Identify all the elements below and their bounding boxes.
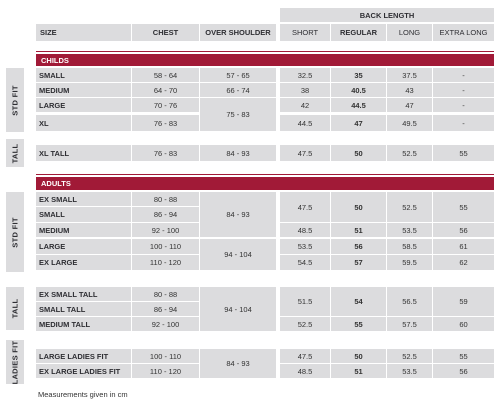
shoulder-cell: 94 - 104	[200, 239, 276, 270]
shoulder-cell: 57 - 65	[200, 68, 276, 82]
regular-cell: 44.5	[331, 98, 386, 112]
long-cell: 52.5	[387, 145, 432, 161]
long-cell: 59.5	[387, 255, 432, 270]
chest-cell: 70 - 76	[132, 98, 199, 112]
chest-header: CHEST	[132, 24, 199, 41]
shoulder-cell: 84 - 93	[200, 145, 276, 161]
chest-cell: 64 - 70	[132, 83, 199, 97]
chest-cell: 92 - 100	[132, 223, 199, 237]
section-band-childs: CHILDS	[36, 54, 494, 66]
chest-cell: 110 - 120	[132, 255, 199, 270]
long-cell: 57.5	[387, 317, 432, 331]
long-cell: 56.5	[387, 287, 432, 316]
extra-long-cell: -	[433, 98, 494, 112]
short-cell: 38	[280, 83, 330, 97]
regular-cell: 51	[331, 223, 386, 237]
regular-cell: 47	[331, 115, 386, 131]
chest-cell: 80 - 88	[132, 287, 199, 301]
short-cell: 47.5	[280, 349, 330, 363]
long-cell: 47	[387, 98, 432, 112]
extra-long-cell: -	[433, 83, 494, 97]
long-header: LONG	[387, 24, 432, 41]
section-divider	[36, 174, 494, 175]
over-shoulder-header: OVER SHOULDER	[200, 24, 276, 41]
chest-cell: 58 - 64	[132, 68, 199, 82]
extra-long-cell: 61	[433, 239, 494, 254]
extra-long-cell: 55	[433, 192, 494, 222]
size-cell: MEDIUM	[36, 223, 131, 237]
extra-long-cell: 60	[433, 317, 494, 331]
regular-header: REGULAR	[331, 24, 386, 41]
chest-cell: 76 - 83	[132, 145, 199, 161]
chest-cell: 100 - 110	[132, 349, 199, 363]
short-cell: 42	[280, 98, 330, 112]
shoulder-cell: 75 - 83	[200, 98, 276, 131]
long-cell: 53.5	[387, 364, 432, 378]
size-cell: SMALL TALL	[36, 302, 131, 316]
group-label-ladies-fit: LADIES FIT	[6, 340, 24, 384]
back-length-header: BACK LENGTH	[280, 8, 494, 22]
short-cell: 54.5	[280, 255, 330, 270]
size-cell: SMALL	[36, 68, 131, 82]
regular-cell: 50	[331, 192, 386, 222]
size-cell: EX SMALL	[36, 192, 131, 206]
section-divider	[36, 51, 494, 52]
short-cell: 52.5	[280, 317, 330, 331]
section-band-adults: ADULTS	[36, 177, 494, 190]
regular-cell: 55	[331, 317, 386, 331]
short-cell: 44.5	[280, 115, 330, 131]
regular-cell: 50	[331, 145, 386, 161]
extra-long-cell: 55	[433, 349, 494, 363]
extra-long-cell: 55	[433, 145, 494, 161]
size-cell: LARGE	[36, 98, 131, 112]
size-header: SIZE	[36, 24, 131, 41]
group-label-std-fit: STD FIT	[6, 68, 24, 132]
size-cell: SMALL	[36, 207, 131, 222]
extra-long-cell: -	[433, 68, 494, 82]
shoulder-cell: 84 - 93	[200, 192, 276, 237]
chest-cell: 92 - 100	[132, 317, 199, 331]
extra-long-cell: 56	[433, 364, 494, 378]
regular-cell: 50	[331, 349, 386, 363]
footnote: Measurements given in cm	[38, 390, 128, 399]
long-cell: 37.5	[387, 68, 432, 82]
group-label-tall: TALL	[6, 287, 24, 330]
chest-cell: 86 - 94	[132, 207, 199, 222]
shoulder-cell: 66 - 74	[200, 83, 276, 97]
chest-cell: 80 - 88	[132, 192, 199, 206]
size-cell: EX LARGE LADIES FIT	[36, 364, 131, 378]
short-cell: 53.5	[280, 239, 330, 254]
size-cell: EX LARGE	[36, 255, 131, 270]
size-cell: LARGE	[36, 239, 131, 254]
long-cell: 53.5	[387, 223, 432, 237]
size-cell: XL TALL	[36, 145, 131, 161]
chest-cell: 76 - 83	[132, 115, 199, 131]
long-cell: 52.5	[387, 349, 432, 363]
group-label-tall: TALL	[6, 139, 24, 167]
short-cell: 48.5	[280, 223, 330, 237]
long-cell: 58.5	[387, 239, 432, 254]
regular-cell: 35	[331, 68, 386, 82]
long-cell: 43	[387, 83, 432, 97]
regular-cell: 57	[331, 255, 386, 270]
long-cell: 52.5	[387, 192, 432, 222]
shoulder-cell: 84 - 93	[200, 349, 276, 378]
extra-long-cell: -	[433, 115, 494, 131]
short-cell: 51.5	[280, 287, 330, 316]
regular-cell: 40.5	[331, 83, 386, 97]
short-cell: 47.5	[280, 145, 330, 161]
extra-long-cell: 56	[433, 223, 494, 237]
chest-cell: 110 - 120	[132, 364, 199, 378]
regular-cell: 56	[331, 239, 386, 254]
extra-long-cell: 62	[433, 255, 494, 270]
group-label-std-fit: STD FIT	[6, 192, 24, 272]
size-cell: XL	[36, 115, 131, 131]
regular-cell: 51	[331, 364, 386, 378]
regular-cell: 54	[331, 287, 386, 316]
size-cell: MEDIUM TALL	[36, 317, 131, 331]
size-cell: MEDIUM	[36, 83, 131, 97]
extra-long-cell: 59	[433, 287, 494, 316]
chest-cell: 86 - 94	[132, 302, 199, 316]
short-cell: 48.5	[280, 364, 330, 378]
size-cell: EX SMALL TALL	[36, 287, 131, 301]
short-cell: 32.5	[280, 68, 330, 82]
short-header: SHORT	[280, 24, 330, 41]
long-cell: 49.5	[387, 115, 432, 131]
shoulder-cell: 94 - 104	[200, 287, 276, 331]
short-cell: 47.5	[280, 192, 330, 222]
extra-long-header: EXTRA LONG	[433, 24, 494, 41]
chest-cell: 100 - 110	[132, 239, 199, 254]
size-cell: LARGE LADIES FIT	[36, 349, 131, 363]
